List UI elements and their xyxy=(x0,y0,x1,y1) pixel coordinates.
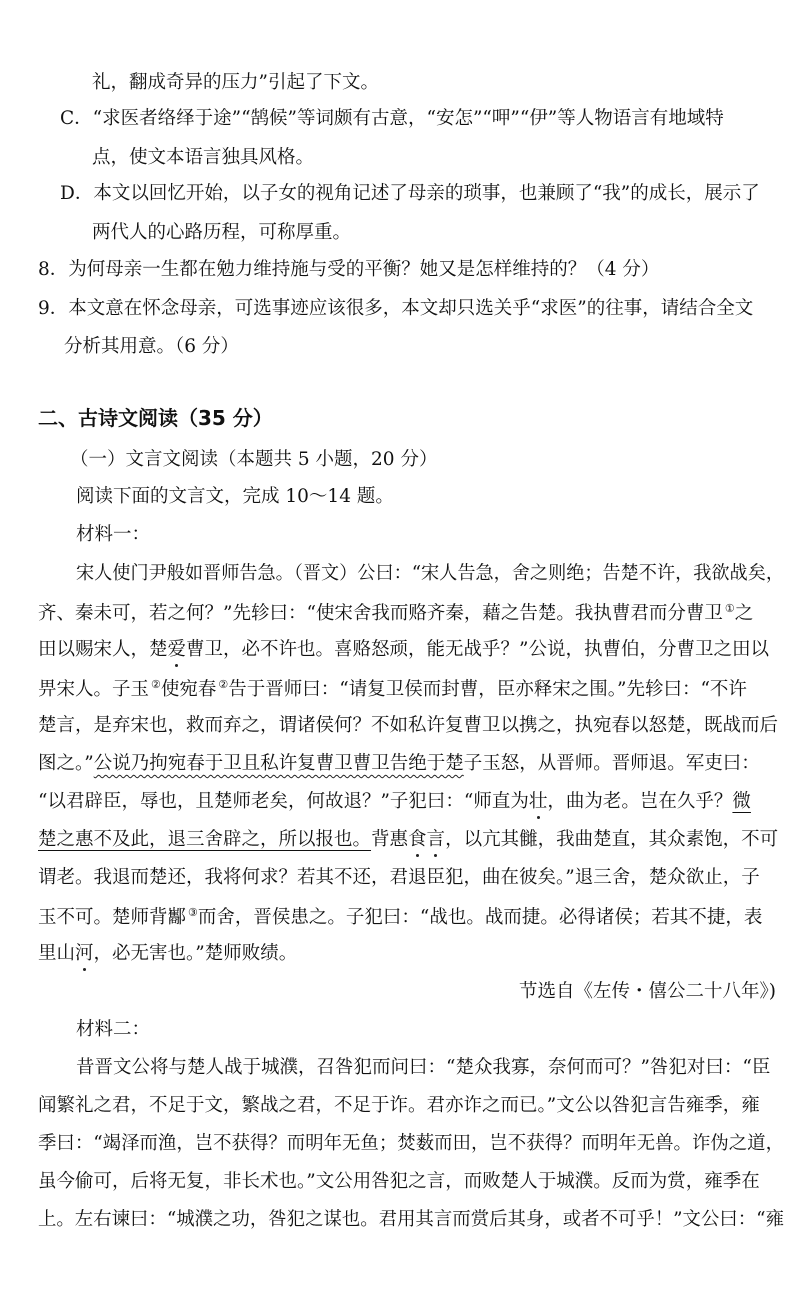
material-2-label: 材料二： xyxy=(76,1019,151,1040)
footnote-marker: ② xyxy=(218,678,229,691)
option-d-line1: D．本文以回忆开始，以子女的视角记述了母亲的琐事，也兼顾了“我”的成长，展示了 xyxy=(60,183,760,204)
subsection-title: （一）文言文阅读（本题共 5 小题，20 分） xyxy=(70,449,438,470)
material-1-line: 图之。”公说乃拘宛春于卫且私许复曹卫曹卫告绝于楚子玉怒，从晋师。晋师退。军吏曰： xyxy=(38,753,760,774)
reading-instruction: 阅读下面的文言文，完成 10～14 题。 xyxy=(76,486,394,507)
material-1-line: 楚言，是弃宋也，救而弃之，谓诸侯何？不如私许复曹卫以携之，执宛春以怒楚，既战而后 xyxy=(38,715,779,736)
material-2-line: 昔晋文公将与楚人战于城濮，召咎犯而问曰：“楚众我寡，奈何而可？”咎犯对曰：“臣 xyxy=(76,1057,771,1078)
wavy-underlined-sentence: 公说乃拘宛春于卫且私许复曹卫曹卫告绝于楚 xyxy=(93,753,464,774)
material-1-source: 节选自《左传・僖公二十八年》) xyxy=(519,981,776,1002)
option-c-line1: C．“求医者络绎于途”“鹄候”等词颇有古意，“安怎”“呷”“伊”等人物语言有地域特 xyxy=(60,108,724,129)
option-b-continuation: 礼，翻成奇异的压力”引起了下文。 xyxy=(92,72,379,93)
material-1-line: 玉不可。楚师背酅 ③而舍，晋侯患之。子犯曰：“战也。战而捷。必得诸侯；若其不捷，表 xyxy=(38,906,763,928)
section-2-title: 二、古诗文阅读（35 分） xyxy=(38,406,273,430)
emphasis-dot-word: 河 xyxy=(75,943,94,964)
material-1-line: 齐、秦未可，若之何？”先轸曰：“使宋舍我而赂齐秦，藉之告楚。我执曹君而分曹卫 ①之 xyxy=(38,602,754,624)
footnote-marker: ③ xyxy=(188,906,198,919)
material-1-line: 楚之惠不及此，退三舍辟之，所以报也。背惠食言，以亢其雠，我曲楚直，其众素饱，不可 xyxy=(38,829,779,850)
material-1-line: 宋人使门尹般如晋师告急。（晋文）公曰：“宋人告急，舍之则绝；告楚不许，我欲战矣， xyxy=(76,563,785,584)
material-2-line: 上。左右谏曰：“城濮之功，咎犯之谋也。君用其言而赏后其身，或者不可乎！”文公曰：“雍 xyxy=(38,1209,784,1230)
material-2-line: 闻繁礼之君，不足于文，繁战之君，不足于诈。君亦诈之而已。”文公以咎犯言告雍季，雍 xyxy=(38,1095,760,1116)
material-1-line: 里山河，必无害也。”楚师败绩。 xyxy=(38,943,298,964)
material-1-line: 谓老。我退而楚还，我将何求？若其不还，君退臣犯，曲在彼矣。”退三舍，楚众欲止，子 xyxy=(38,867,760,888)
question-9-line2: 分析其用意。（6 分） xyxy=(64,336,239,357)
option-c-line2: 点，使文本语言独具风格。 xyxy=(92,147,315,168)
material-1-label: 材料一： xyxy=(76,524,151,545)
emphasis-dot-word: 壮 xyxy=(528,791,548,812)
question-9-line1: 9．本文意在怀念母亲，可选事迹应该很多，本文却只选关乎“求医”的往事，请结合全文 xyxy=(38,298,754,319)
footnote-marker: ① xyxy=(724,602,735,615)
material-1-line: “以君辟臣，辱也，且楚师老矣，何故退？”子犯曰：“师直为壮，曲为老。岂在久乎？微 xyxy=(38,791,751,812)
material-1-line: 田以赐宋人，楚爱曹卫，必不许也。喜赂怒顽，能无战乎？”公说，执曹伯，分曹卫之田以 xyxy=(38,639,769,660)
material-2-line: 季曰：“竭泽而渔，岂不获得？而明年无鱼；焚薮而田，岂不获得？而明年无兽。诈伪之道， xyxy=(38,1133,785,1154)
option-d-line2: 两代人的心路历程，可称厚重。 xyxy=(92,222,352,243)
material-1-line: 畀宋人。子玉 ②使宛春 ②告于晋师曰：“请复卫侯而封曹，臣亦释宋之围。”先轸曰：“不许 xyxy=(38,678,747,700)
underlined-sentence: 楚之惠不及此，退三舍辟之，所以报也。 xyxy=(38,829,372,850)
emphasis-dot-word: 食 xyxy=(408,829,427,850)
material-2-line: 虽今偷可，后将无复，非长术也。”文公用咎犯之言，而败楚人于城濮。反而为赏，雍季在 xyxy=(38,1171,760,1192)
underlined-sentence: 微 xyxy=(732,791,751,812)
emphasis-dot-word: 言 xyxy=(426,829,446,850)
footnote-marker: ② xyxy=(151,678,161,691)
question-8: 8．为何母亲一生都在勉力维持施与受的平衡？她又是怎样维持的？（4 分） xyxy=(38,259,660,280)
emphasis-dot-word: 爱 xyxy=(167,639,187,660)
